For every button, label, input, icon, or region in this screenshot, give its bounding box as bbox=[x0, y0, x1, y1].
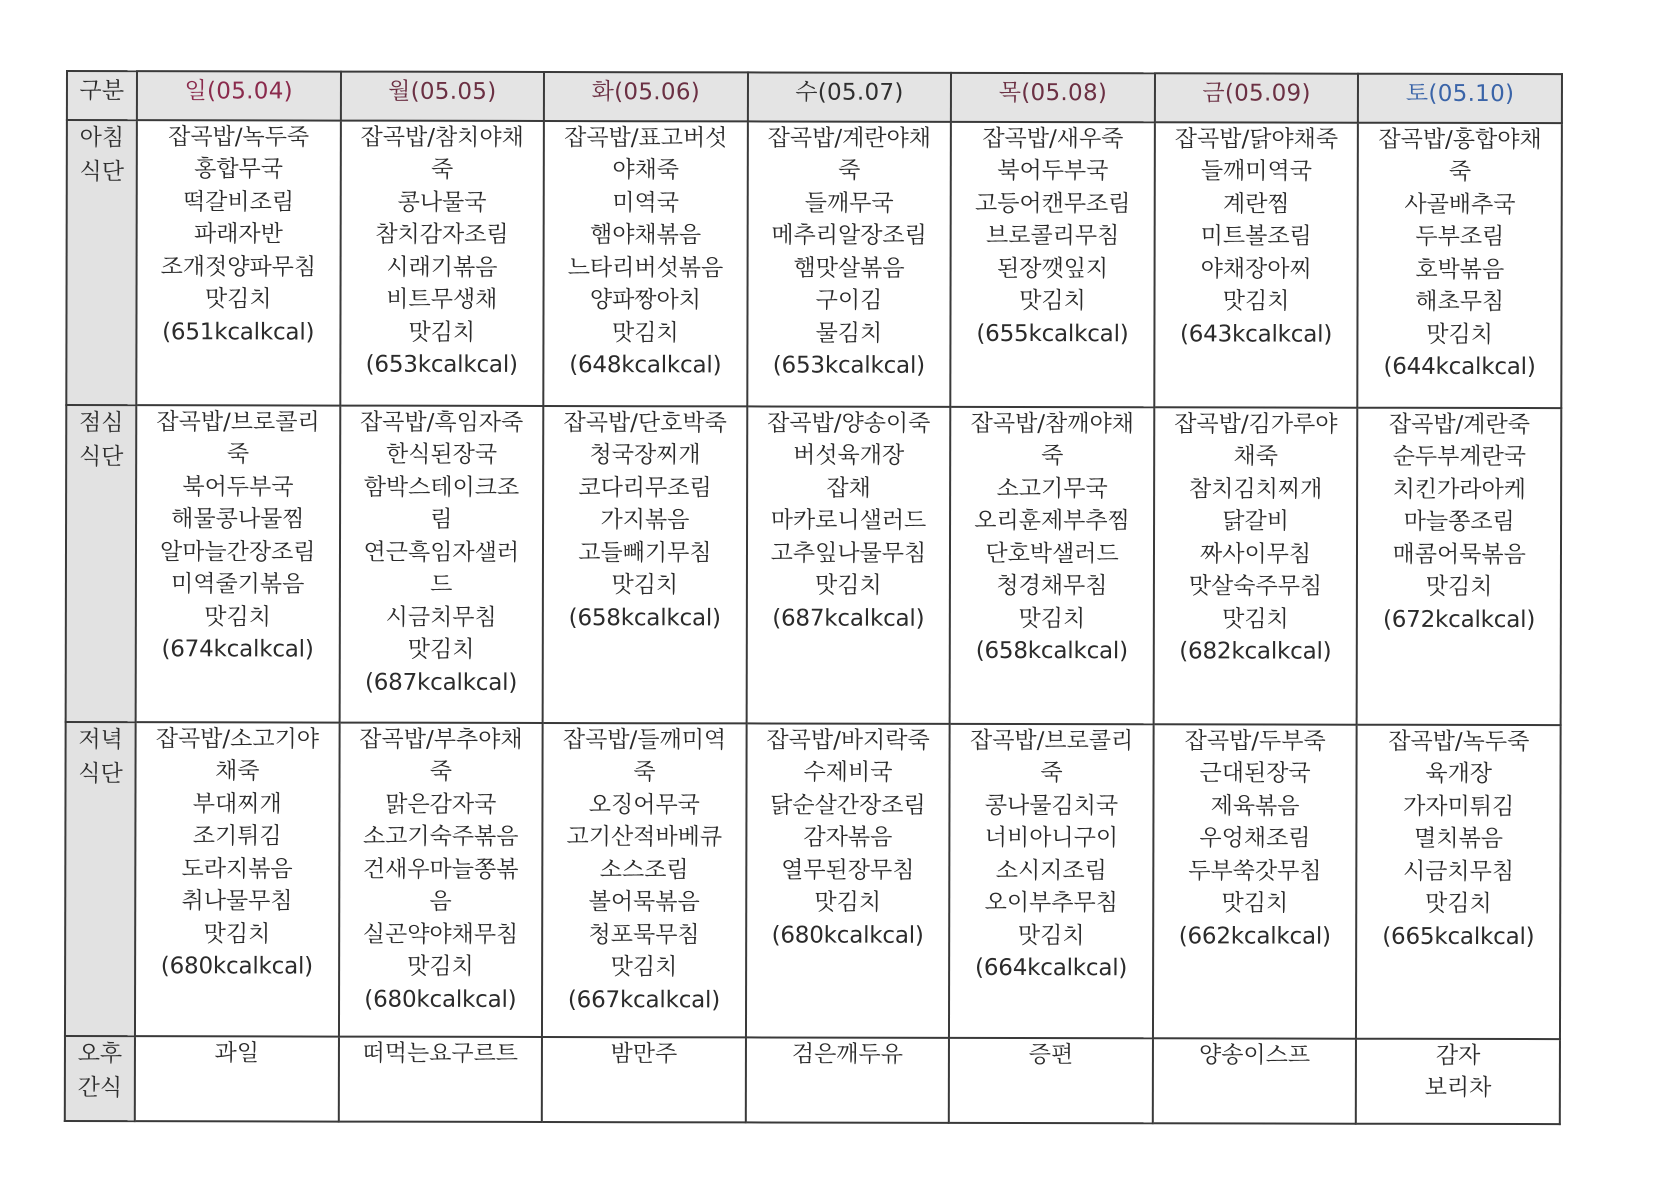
menu-item: 감자볶음 bbox=[803, 824, 893, 851]
row-label-line: 식단 bbox=[78, 443, 124, 470]
menu-cell-snack-day1 bbox=[338, 1037, 542, 1122]
menu-item: 맛김치 bbox=[204, 604, 271, 631]
meal-plan-sheet bbox=[64, 70, 1563, 1125]
menu-cell-breakfast-day6 bbox=[1358, 122, 1562, 408]
menu-item: 치킨가라아케 bbox=[1392, 476, 1526, 503]
menu-item: 잡곡밥/바지락죽 bbox=[766, 727, 930, 754]
menu-item: 시래기볶음 bbox=[386, 254, 498, 281]
menu-item: 맛김치 bbox=[611, 572, 679, 599]
menu-item: 콩나물김치국 bbox=[984, 792, 1119, 819]
menu-item: 죽 bbox=[633, 759, 656, 786]
menu-item: 잡곡밥/녹두죽 bbox=[1388, 728, 1530, 755]
menu-item: 죽 bbox=[838, 157, 861, 184]
menu-item: 버섯육개장 bbox=[793, 442, 905, 470]
menu-item: 조기튀김 bbox=[192, 823, 282, 850]
menu-item: 한식된장국 bbox=[385, 441, 498, 469]
menu-item: 도라지볶음 bbox=[181, 855, 293, 883]
menu-item: 햄야채볶음 bbox=[589, 222, 702, 249]
menu-cell-lunch-day4 bbox=[950, 407, 1154, 724]
menu-item: 맛김치 bbox=[204, 286, 272, 313]
menu-item: 잡곡밥/표고버섯 bbox=[564, 124, 728, 151]
menu-cell-lunch-day2 bbox=[543, 406, 747, 723]
menu-cell-dinner-day3 bbox=[746, 723, 950, 1038]
menu-item: 물김치 bbox=[815, 320, 883, 347]
menu-cell-dinner-day2 bbox=[542, 723, 746, 1038]
menu-cell-breakfast-day3 bbox=[747, 121, 951, 407]
row-label-lunch bbox=[66, 405, 137, 722]
meal-row-snack bbox=[65, 1036, 1560, 1124]
menu-item: 코다리무조림 bbox=[578, 474, 712, 502]
menu-cell-dinner-day6 bbox=[1356, 724, 1560, 1039]
menu-item: 열무된장무침 bbox=[781, 857, 915, 884]
menu-cell-breakfast-day4 bbox=[951, 121, 1155, 407]
menu-item: 잡곡밥/부추야채 bbox=[359, 726, 523, 753]
menu-item: 오징어무국 bbox=[588, 791, 700, 819]
menu-item: 소스조림 bbox=[599, 856, 689, 883]
menu-item: 소고기무국 bbox=[996, 475, 1108, 502]
header-day-thu: 목(05.08) bbox=[951, 73, 1155, 122]
menu-item: 잡곡밥/브로콜리 bbox=[969, 727, 1134, 754]
menu-item: 잡곡밥/닭야채죽 bbox=[1174, 125, 1339, 153]
menu-item: 호박볶음 bbox=[1415, 256, 1505, 283]
calorie-total: (658kcalkcal) bbox=[975, 638, 1128, 665]
menu-item: 맛김치 bbox=[1425, 891, 1492, 918]
calorie-total: (687kcalkcal) bbox=[772, 605, 925, 632]
menu-item: 잡곡밥/두부죽 bbox=[1184, 728, 1326, 755]
menu-item: 죽 bbox=[1448, 158, 1472, 186]
menu-item: 죽 bbox=[1040, 760, 1063, 787]
menu-item: 참치감자조림 bbox=[375, 221, 509, 249]
menu-item: 림 bbox=[430, 507, 453, 534]
row-label-breakfast bbox=[66, 120, 137, 405]
menu-cell-lunch-day6 bbox=[1357, 407, 1561, 724]
menu-cell-snack-day3 bbox=[745, 1038, 949, 1123]
calorie-total: (680kcalkcal) bbox=[160, 953, 314, 980]
menu-item: 너비아니구이 bbox=[984, 825, 1119, 852]
menu-item: 채죽 bbox=[215, 758, 260, 785]
menu-item: 매콤어묵볶음 bbox=[1392, 541, 1526, 568]
menu-item: 양파짱아치 bbox=[589, 287, 701, 314]
menu-item: 맛김치 bbox=[610, 954, 678, 981]
calorie-total: (651kcalkcal) bbox=[162, 318, 315, 346]
calorie-total: (665kcalkcal) bbox=[1382, 923, 1535, 950]
header-corner-category: 구분 bbox=[67, 71, 137, 120]
menu-item: 맛김치 bbox=[408, 319, 476, 346]
menu-item: 건새우마늘쫑볶 bbox=[362, 856, 519, 883]
menu-item: 떠먹는요구르트 bbox=[362, 1041, 519, 1068]
menu-item: 미역줄기볶음 bbox=[171, 571, 305, 598]
menu-item: 잡곡밥/양송이죽 bbox=[767, 410, 931, 437]
menu-item: 닭순살간장조림 bbox=[770, 792, 926, 819]
menu-item: 맛살숙주무침 bbox=[1188, 573, 1323, 600]
menu-item: 오리훈제부추찜 bbox=[974, 508, 1130, 535]
menu-item: 브로콜리무침 bbox=[986, 223, 1120, 250]
row-label-line: 간식 bbox=[77, 1075, 123, 1102]
menu-item: 고추잎나물무침 bbox=[770, 540, 927, 567]
menu-item: 떡갈비조림 bbox=[182, 188, 295, 216]
menu-cell-lunch-day0 bbox=[136, 405, 340, 722]
menu-item: 사골배추국 bbox=[1404, 191, 1516, 218]
menu-item: 잡곡밥/소고기야 bbox=[155, 725, 320, 753]
row-label-line: 저녁 bbox=[78, 726, 123, 753]
menu-cell-dinner-day1 bbox=[339, 722, 543, 1037]
menu-item: 청경채무침 bbox=[996, 573, 1108, 600]
menu-item: 소고기숙주볶음 bbox=[362, 823, 519, 851]
menu-cell-breakfast-day0 bbox=[136, 120, 340, 406]
menu-item: 맛김치 bbox=[1222, 288, 1290, 315]
menu-item: 연근흑임자샐러 bbox=[363, 539, 520, 566]
menu-item: 메추리알장조림 bbox=[771, 222, 927, 249]
menu-item: 마카로니샐러드 bbox=[770, 507, 927, 535]
menu-cell-snack-day5 bbox=[1153, 1039, 1357, 1124]
menu-item: 맛김치 bbox=[1018, 605, 1086, 632]
menu-cell-lunch-day1 bbox=[339, 405, 543, 722]
menu-cell-snack-day6 bbox=[1356, 1039, 1560, 1124]
calorie-total: (658kcalkcal) bbox=[568, 604, 721, 632]
calorie-total: (682kcalkcal) bbox=[1179, 638, 1332, 665]
menu-item: 맛김치 bbox=[1019, 288, 1086, 315]
menu-item: 두부조림 bbox=[1415, 223, 1505, 251]
menu-item: 닭갈비 bbox=[1222, 508, 1290, 535]
menu-item: 구이김 bbox=[815, 287, 883, 314]
calorie-total: (653kcalkcal) bbox=[772, 352, 925, 379]
row-label-snack bbox=[65, 1036, 135, 1121]
menu-item: 북어두부국 bbox=[182, 474, 294, 501]
calorie-total: (680kcalkcal) bbox=[771, 922, 924, 949]
menu-item: 소시지조림 bbox=[995, 857, 1107, 884]
menu-item: 검은깨두유 bbox=[791, 1041, 903, 1069]
menu-item: 순두부계란국 bbox=[1392, 444, 1527, 471]
menu-item: 맛김치 bbox=[1017, 922, 1085, 949]
header-row bbox=[67, 71, 1562, 123]
menu-item: 볼어묵볶음 bbox=[588, 889, 700, 916]
menu-item: 참치김치찌개 bbox=[1189, 476, 1323, 503]
menu-item: 잡곡밥/새우죽 bbox=[982, 125, 1124, 152]
menu-item: 맛김치 bbox=[612, 319, 679, 346]
calorie-total: (653kcalkcal) bbox=[365, 351, 518, 379]
menu-item: 마늘쫑조림 bbox=[1403, 509, 1515, 536]
calorie-total: (664kcalkcal) bbox=[975, 955, 1128, 982]
menu-item: 맛김치 bbox=[1425, 574, 1493, 601]
row-label-line: 아침 bbox=[79, 124, 125, 151]
menu-item: 고들빼기무침 bbox=[578, 539, 712, 567]
menu-item: 알마늘간장조림 bbox=[159, 538, 316, 566]
menu-item: 계란찜 bbox=[1222, 191, 1290, 218]
menu-item: 채죽 bbox=[1233, 443, 1279, 470]
menu-cell-snack-day2 bbox=[542, 1037, 746, 1122]
menu-item: 잡곡밥/녹두죽 bbox=[168, 123, 310, 151]
menu-item: 제육볶음 bbox=[1210, 793, 1300, 820]
menu-item: 청국장찌개 bbox=[589, 442, 701, 469]
menu-cell-dinner-day4 bbox=[949, 724, 1153, 1039]
menu-cell-breakfast-day5 bbox=[1154, 122, 1358, 408]
header-day-fri: 금(05.09) bbox=[1155, 73, 1359, 122]
menu-item: 가자미튀김 bbox=[1403, 793, 1515, 820]
menu-item: 취나물무침 bbox=[181, 888, 293, 915]
menu-cell-snack-day4 bbox=[949, 1038, 1153, 1123]
calorie-total: (644kcalkcal) bbox=[1383, 353, 1536, 381]
menu-item: 맛김치 bbox=[203, 920, 271, 948]
row-label-line: 식단 bbox=[78, 760, 123, 787]
menu-item: 맛김치 bbox=[1221, 890, 1289, 917]
menu-item: 고등어캔무조림 bbox=[974, 190, 1131, 217]
menu-item: 잡곡밥/홍합야채 bbox=[1378, 126, 1542, 153]
calorie-total: (643kcalkcal) bbox=[1179, 320, 1333, 348]
header-day-wed: 수(05.07) bbox=[748, 72, 952, 121]
menu-cell-snack-day0 bbox=[135, 1037, 339, 1122]
menu-item: 해초무침 bbox=[1415, 288, 1505, 316]
menu-item: 시금치무침 bbox=[1402, 858, 1515, 885]
calorie-total: (655kcalkcal) bbox=[976, 320, 1129, 347]
menu-cell-lunch-day3 bbox=[746, 406, 950, 723]
menu-item: 콩나물국 bbox=[397, 189, 487, 216]
menu-item: 햄맛살볶음 bbox=[793, 255, 905, 282]
row-label-line: 식단 bbox=[79, 158, 125, 185]
menu-cell-dinner-day0 bbox=[135, 722, 339, 1037]
calorie-total: (680kcalkcal) bbox=[364, 986, 517, 1013]
menu-item: 감자 bbox=[1435, 1043, 1481, 1070]
menu-item: 비트무생채 bbox=[386, 286, 498, 313]
menu-item: 함박스테이크조 bbox=[363, 474, 520, 501]
header-day-tue: 화(05.06) bbox=[544, 72, 748, 121]
meal-row-dinner bbox=[65, 722, 1561, 1040]
header-day-sun: 일(05.04) bbox=[137, 71, 341, 120]
menu-item: 맛김치 bbox=[815, 572, 882, 599]
menu-item: 실곤약야채무침 bbox=[362, 921, 519, 948]
menu-item: 맑은감자국 bbox=[385, 791, 497, 818]
menu-item: 죽 bbox=[226, 441, 250, 468]
menu-item: 맛김치 bbox=[407, 953, 474, 981]
menu-cell-dinner-day5 bbox=[1153, 724, 1357, 1039]
menu-item: 시금치무침 bbox=[385, 604, 497, 631]
menu-item: 짜사이무침 bbox=[1200, 541, 1312, 568]
calorie-total: (667kcalkcal) bbox=[567, 986, 721, 1014]
menu-item: 밤만주 bbox=[610, 1041, 678, 1068]
calorie-total: (648kcalkcal) bbox=[569, 352, 722, 379]
menu-item: 맛김치 bbox=[1426, 321, 1493, 348]
menu-item: 가지볶음 bbox=[600, 507, 690, 534]
menu-item: 죽 bbox=[430, 156, 454, 183]
menu-item: 들깨미역국 bbox=[1200, 158, 1312, 185]
menu-item: 드 bbox=[430, 572, 453, 599]
meal-row-lunch bbox=[66, 405, 1562, 725]
menu-item: 잡곡밥/계란죽 bbox=[1388, 411, 1531, 438]
menu-item: 잡곡밥/흑임자죽 bbox=[359, 409, 524, 436]
menu-item: 육개장 bbox=[1425, 761, 1493, 788]
menu-item: 오이부추무침 bbox=[984, 890, 1118, 917]
calorie-total: (687kcalkcal) bbox=[364, 669, 518, 696]
header-day-sat: 토(05.10) bbox=[1358, 74, 1562, 123]
menu-table-body bbox=[65, 71, 1562, 1124]
menu-item: 잡곡밥/브로콜리 bbox=[156, 408, 320, 436]
menu-cell-breakfast-day1 bbox=[340, 120, 544, 406]
menu-item: 들깨무국 bbox=[804, 190, 894, 217]
menu-item: 야채장아찌 bbox=[1200, 255, 1312, 283]
meal-row-breakfast bbox=[66, 120, 1562, 408]
menu-item: 두부쑥갓무침 bbox=[1188, 858, 1322, 885]
row-label-dinner bbox=[65, 722, 136, 1037]
menu-item: 된장깻잎지 bbox=[997, 255, 1109, 282]
weekly-menu-table bbox=[64, 70, 1563, 1125]
menu-item: 해물콩나물찜 bbox=[171, 506, 305, 533]
menu-item: 잡곡밥/참깨야채 bbox=[970, 410, 1134, 438]
menu-item: 근대된장국 bbox=[1199, 760, 1311, 787]
menu-item: 양송이스프 bbox=[1198, 1042, 1311, 1070]
menu-item: 잡곡밥/들깨미역 bbox=[562, 726, 727, 754]
menu-item: 맛김치 bbox=[814, 889, 882, 916]
menu-item: 홍합무국 bbox=[194, 156, 284, 183]
menu-item: 맛김치 bbox=[1222, 606, 1289, 633]
menu-item: 잡곡밥/김가루야 bbox=[1174, 411, 1338, 438]
menu-item: 증편 bbox=[1028, 1042, 1074, 1069]
header-day-mon: 월(05.05) bbox=[340, 72, 544, 121]
row-label-line: 오후 bbox=[77, 1041, 123, 1068]
menu-item: 미역국 bbox=[612, 189, 679, 216]
menu-item: 맛김치 bbox=[407, 636, 475, 664]
menu-item: 죽 bbox=[1041, 443, 1064, 470]
menu-item: 느타리버섯볶음 bbox=[567, 254, 724, 281]
menu-item: 보리차 bbox=[1424, 1075, 1492, 1102]
menu-item: 멸치볶음 bbox=[1414, 825, 1504, 853]
menu-item: 잡곡밥/계란야채 bbox=[767, 125, 931, 152]
menu-item: 잡곡밥/단호박죽 bbox=[563, 409, 727, 437]
menu-item: 미트볼조림 bbox=[1200, 223, 1312, 250]
row-label-line: 점심 bbox=[79, 409, 124, 436]
menu-item: 우엉채조림 bbox=[1199, 825, 1311, 852]
menu-cell-breakfast-day2 bbox=[543, 121, 747, 407]
menu-cell-lunch-day5 bbox=[1153, 407, 1357, 724]
menu-item: 부대찌개 bbox=[192, 790, 282, 818]
menu-item: 죽 bbox=[429, 758, 453, 785]
calorie-total: (672kcalkcal) bbox=[1382, 606, 1536, 633]
menu-item: 음 bbox=[429, 888, 452, 915]
menu-item: 파래자반 bbox=[193, 221, 283, 248]
menu-item: 조개젓양파무침 bbox=[160, 253, 317, 281]
menu-item: 잡채 bbox=[826, 475, 871, 502]
menu-item: 고기산적바베큐 bbox=[566, 824, 723, 851]
menu-item: 야채죽 bbox=[612, 157, 680, 184]
menu-item: 북어두부국 bbox=[997, 158, 1109, 185]
menu-item: 수제비국 bbox=[803, 759, 893, 786]
menu-item: 잡곡밥/참치야채 bbox=[360, 124, 524, 151]
calorie-total: (674kcalkcal) bbox=[161, 636, 314, 663]
menu-item: 단호박샐러드 bbox=[985, 540, 1119, 567]
menu-item: 청포묵무침 bbox=[588, 921, 700, 949]
menu-item: 과일 bbox=[214, 1040, 259, 1067]
calorie-total: (662kcalkcal) bbox=[1178, 923, 1331, 950]
